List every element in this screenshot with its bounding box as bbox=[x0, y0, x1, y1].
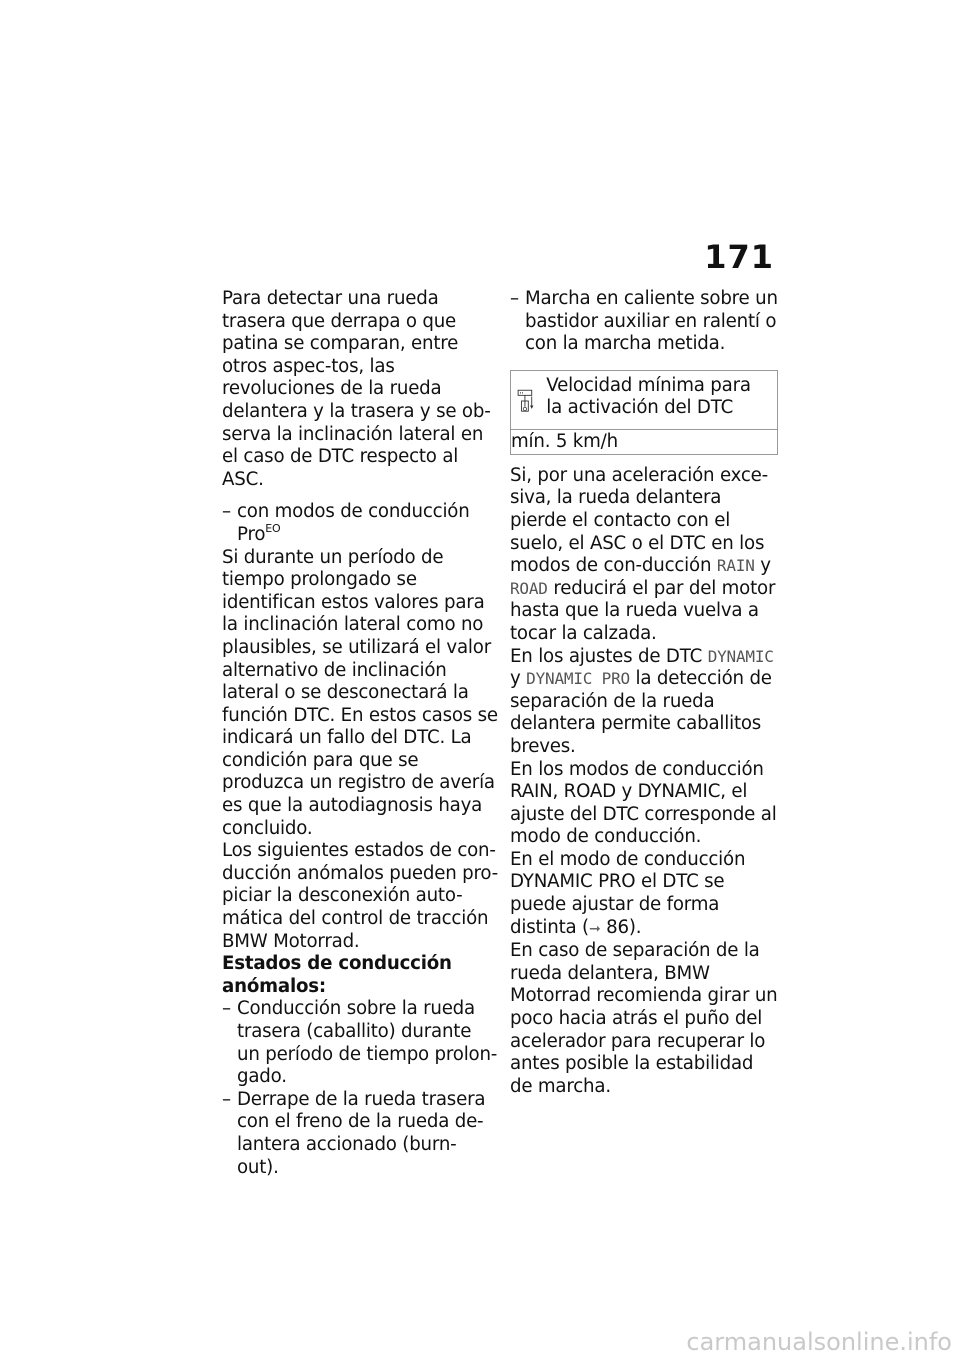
dash-bullet: – bbox=[510, 288, 519, 309]
dash-bullet: – bbox=[222, 501, 231, 523]
spec-header-cell bbox=[511, 370, 778, 429]
text-run: En el modo de conducción DYNAMIC PRO el DTC se puede ajustar de forma distinta ( bbox=[510, 848, 746, 938]
dash-bullet: – bbox=[222, 1088, 231, 1110]
list-item-text: Conducción sobre la rueda trasera (caballito) durante un período de tiempo prolon-gado. bbox=[237, 998, 498, 1088]
paragraph: Los siguientes estados de con-ducción anómalos pueden pro-piciar la desconexión auto-mática del control de tracción BMW Motorrad. bbox=[222, 840, 499, 952]
piston-gauge-icon bbox=[517, 379, 536, 423]
paragraph bbox=[510, 465, 780, 646]
watermark: carmanualsonline.info bbox=[686, 1328, 952, 1356]
paragraph: Para detectar una rueda trasera que derrapa o que patina se comparan, entre otros aspec-tos, las revoluciones de la rueda delantera y la trasera y se ob-serva la inclinación lateral en el caso de DTC respecto al ASC. bbox=[222, 288, 491, 490]
text-run: la detección de separación de la rueda delantera permite caballitos breves. bbox=[510, 668, 772, 757]
paragraph bbox=[510, 849, 780, 940]
list-item bbox=[222, 1089, 498, 1179]
text-run: ). bbox=[628, 916, 642, 938]
text-run: y bbox=[760, 555, 771, 577]
list-item bbox=[510, 288, 780, 356]
list-item-text: con modos de conducción Pro bbox=[237, 501, 470, 545]
list-item-text: Derrape de la rueda trasera con el freno de la rueda de-lantera accionado (burn-out). bbox=[237, 1088, 486, 1178]
left-column bbox=[222, 288, 498, 1179]
section-heading: Estados de conducción anómalos: bbox=[222, 953, 452, 997]
right-column bbox=[510, 288, 780, 1098]
mode-label-dynamic-pro: DYNAMIC PRO bbox=[526, 669, 630, 689]
spec-table bbox=[510, 370, 778, 455]
text-run: En los ajustes de DTC bbox=[510, 645, 703, 667]
dash-bullet: – bbox=[222, 998, 231, 1020]
paragraph bbox=[510, 646, 780, 759]
mode-label-dynamic: DYNAMIC bbox=[707, 646, 774, 666]
list-item-text: Marcha en caliente sobre un bastidor auxiliar en ralentí o con la marcha metida. bbox=[525, 288, 778, 355]
list-item bbox=[222, 998, 498, 1088]
text-run: y bbox=[510, 668, 521, 690]
paragraph: En los modos de conducción RAIN, ROAD y DYNAMIC, el ajuste del DTC corresponde al modo de conducción. bbox=[510, 758, 777, 848]
page-reference-link[interactable]: 86 bbox=[606, 916, 629, 938]
page-number: 171 bbox=[704, 238, 774, 276]
spec-title: Velocidad mínima para la activación del DTC bbox=[546, 374, 751, 419]
mode-label-road: ROAD bbox=[510, 578, 548, 598]
mode-label-rain: RAIN bbox=[716, 556, 755, 576]
paragraph: Si durante un período de tiempo prolongado se identifican estos valores para la inclinación lateral como no plausibles, se utilizará el valor alternativo de inclinación lateral o se desconectará la función DTC. En estos casos se indicará un fallo del DTC. La condición para que se produzca un registro de avería es que la autodiagnosis haya concluido. bbox=[222, 546, 498, 839]
text-run: Si, por una aceleración exce-siva, la rueda delantera pierde el contacto con el suelo, el ASC o el DTC en los modos de con-ducción bbox=[510, 464, 769, 577]
paragraph: En caso de separación de la rueda delantera, BMW Motorrad recomienda girar un poco hacia atrás el puño del acelerador para recuperar lo antes posible la estabilidad de marcha. bbox=[510, 940, 778, 1097]
spec-value: mín. 5 km/h bbox=[511, 429, 778, 454]
superscript-code: EO bbox=[265, 521, 281, 535]
page-reference-arrow-icon: ➞ bbox=[588, 920, 601, 937]
list-item bbox=[222, 501, 498, 546]
text-run: reducirá el par del motor hasta que la rueda vuelva a tocar la calzada. bbox=[510, 577, 776, 644]
